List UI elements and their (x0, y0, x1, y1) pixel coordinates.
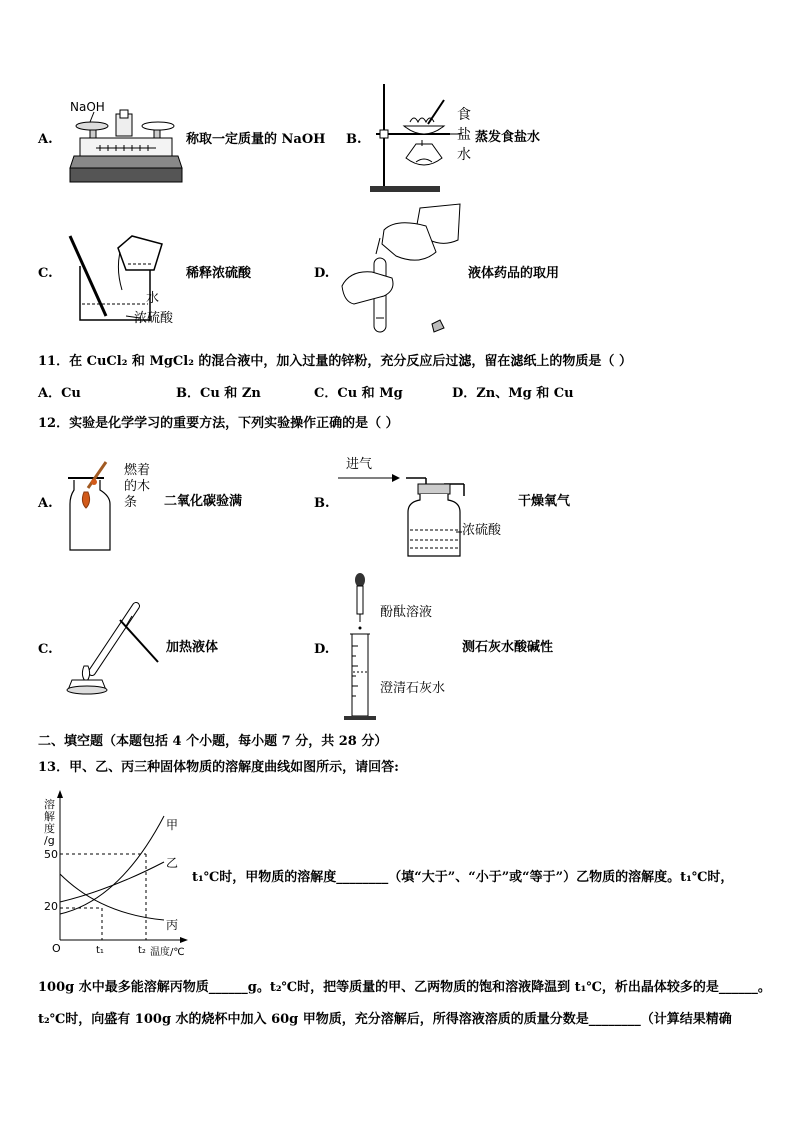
q10-b-caption: 蒸发食盐水 (475, 130, 541, 145)
q13-stem: 13．甲、乙、丙三种固体物质的溶解度曲线如图所示，请回答: (38, 760, 399, 775)
liquid-pour-illustration (336, 200, 466, 340)
stick-label-2: 的木 (124, 479, 151, 494)
water-label: 水 (146, 291, 160, 306)
solubility-graph (60, 790, 190, 950)
q12-a-letter: A. (38, 496, 53, 511)
q10-b-letter: B. (346, 132, 362, 147)
salt-char: 盐 (457, 127, 471, 143)
q13-line-1: t₁℃时，甲物质的溶解度________（填“大于”、“小于”或“等于”）乙物质的溶解度。t₁℃时， (192, 870, 734, 885)
balance-illustration (66, 108, 186, 188)
tick-t2: t₂ (138, 945, 146, 956)
q10-d-caption: 液体药品的取用 (468, 266, 560, 281)
co2-test-illustration (60, 458, 130, 554)
stick-label-3: 条 (124, 495, 138, 510)
q12-d-letter: D. (314, 642, 330, 657)
q12-c-caption: 加热液体 (166, 640, 219, 655)
curve-yi-label: 乙 (166, 856, 179, 870)
q12-b-caption: 干燥氧气 (518, 494, 571, 509)
water-char: 水 (457, 147, 471, 163)
q10-c-caption: 稀释浓硫酸 (186, 266, 252, 281)
q11-stem: 11．在 CuCl₂ 和 MgCl₂ 的混合液中，加入过量的锌粉，充分反应后过滤，留在滤纸上的物质是（ ） (38, 354, 632, 369)
gas-in-label: 进气 (346, 457, 373, 472)
food-char: 食 (457, 107, 471, 123)
q11-opt-b: B．Cu 和 Zn (176, 386, 261, 401)
q13-line-2: 100g 水中最多能溶解丙物质______g。t₂℃时，把等质量的甲、乙两物质的饱和溶液降温到 t₁℃，析出晶体较多的是______。 (38, 980, 771, 995)
x-axis-label: 温度/℃ (150, 947, 185, 958)
q10-d-letter: D. (314, 266, 330, 281)
q12-stem: 12．实验是化学学习的重要方法，下列实验操作正确的是（ ） (38, 416, 399, 431)
q11-opt-a: A．Cu (38, 386, 81, 401)
q10-a-caption: 称取一定质量的 NaOH (186, 132, 326, 147)
acid-label: 浓硫酸 (134, 311, 174, 326)
gas-wash-bottle-illustration (336, 470, 476, 562)
q11-opt-d: D．Zn、Mg 和 Cu (452, 386, 574, 401)
stick-label-1: 燃着 (124, 463, 151, 478)
curve-yi (60, 862, 164, 902)
conc-acid-label: 浓硫酸 (462, 523, 502, 538)
q12-c-letter: C. (38, 642, 53, 657)
y-label-3: 度 (44, 822, 55, 835)
curve-bing-label: 丙 (166, 918, 179, 932)
heat-liquid-illustration (62, 600, 166, 696)
tick-20: 20 (44, 900, 58, 913)
y-label-1: 溶 (44, 798, 55, 811)
y-label-4: /g (44, 834, 55, 847)
curve-jia-label: 甲 (166, 818, 179, 832)
tick-50: 50 (44, 848, 58, 861)
q10-c-letter: C. (38, 266, 53, 281)
q12-b-letter: B. (314, 496, 330, 511)
cylinder-dropper-illustration (340, 572, 390, 724)
curve-bing (60, 874, 164, 920)
tick-t1: t₁ (96, 945, 104, 956)
phenolphthalein-label: 酚酞溶液 (380, 605, 433, 620)
q11-opt-c: C．Cu 和 Mg (314, 386, 403, 401)
naoh-label: NaOH (70, 100, 105, 114)
y-label-2: 解 (44, 810, 55, 823)
curve-jia (60, 816, 164, 914)
evaporation-illustration (366, 82, 456, 194)
origin-label: O (52, 942, 61, 955)
q12-d-caption: 测石灰水酸碱性 (462, 640, 554, 655)
q13-line-3: t₂℃时，向盛有 100g 水的烧杯中加入 60g 甲物质，充分溶解后，所得溶液溶质的质量分数是________（计算结果精确 (38, 1012, 732, 1027)
q12-a-caption: 二氧化碳验满 (164, 494, 243, 509)
section-2-title: 二、填空题（本题包括 4 个小题，每小题 7 分，共 28 分） (38, 734, 388, 749)
q10-a-letter: A. (38, 132, 53, 147)
limewater-label: 澄清石灰水 (380, 681, 446, 696)
